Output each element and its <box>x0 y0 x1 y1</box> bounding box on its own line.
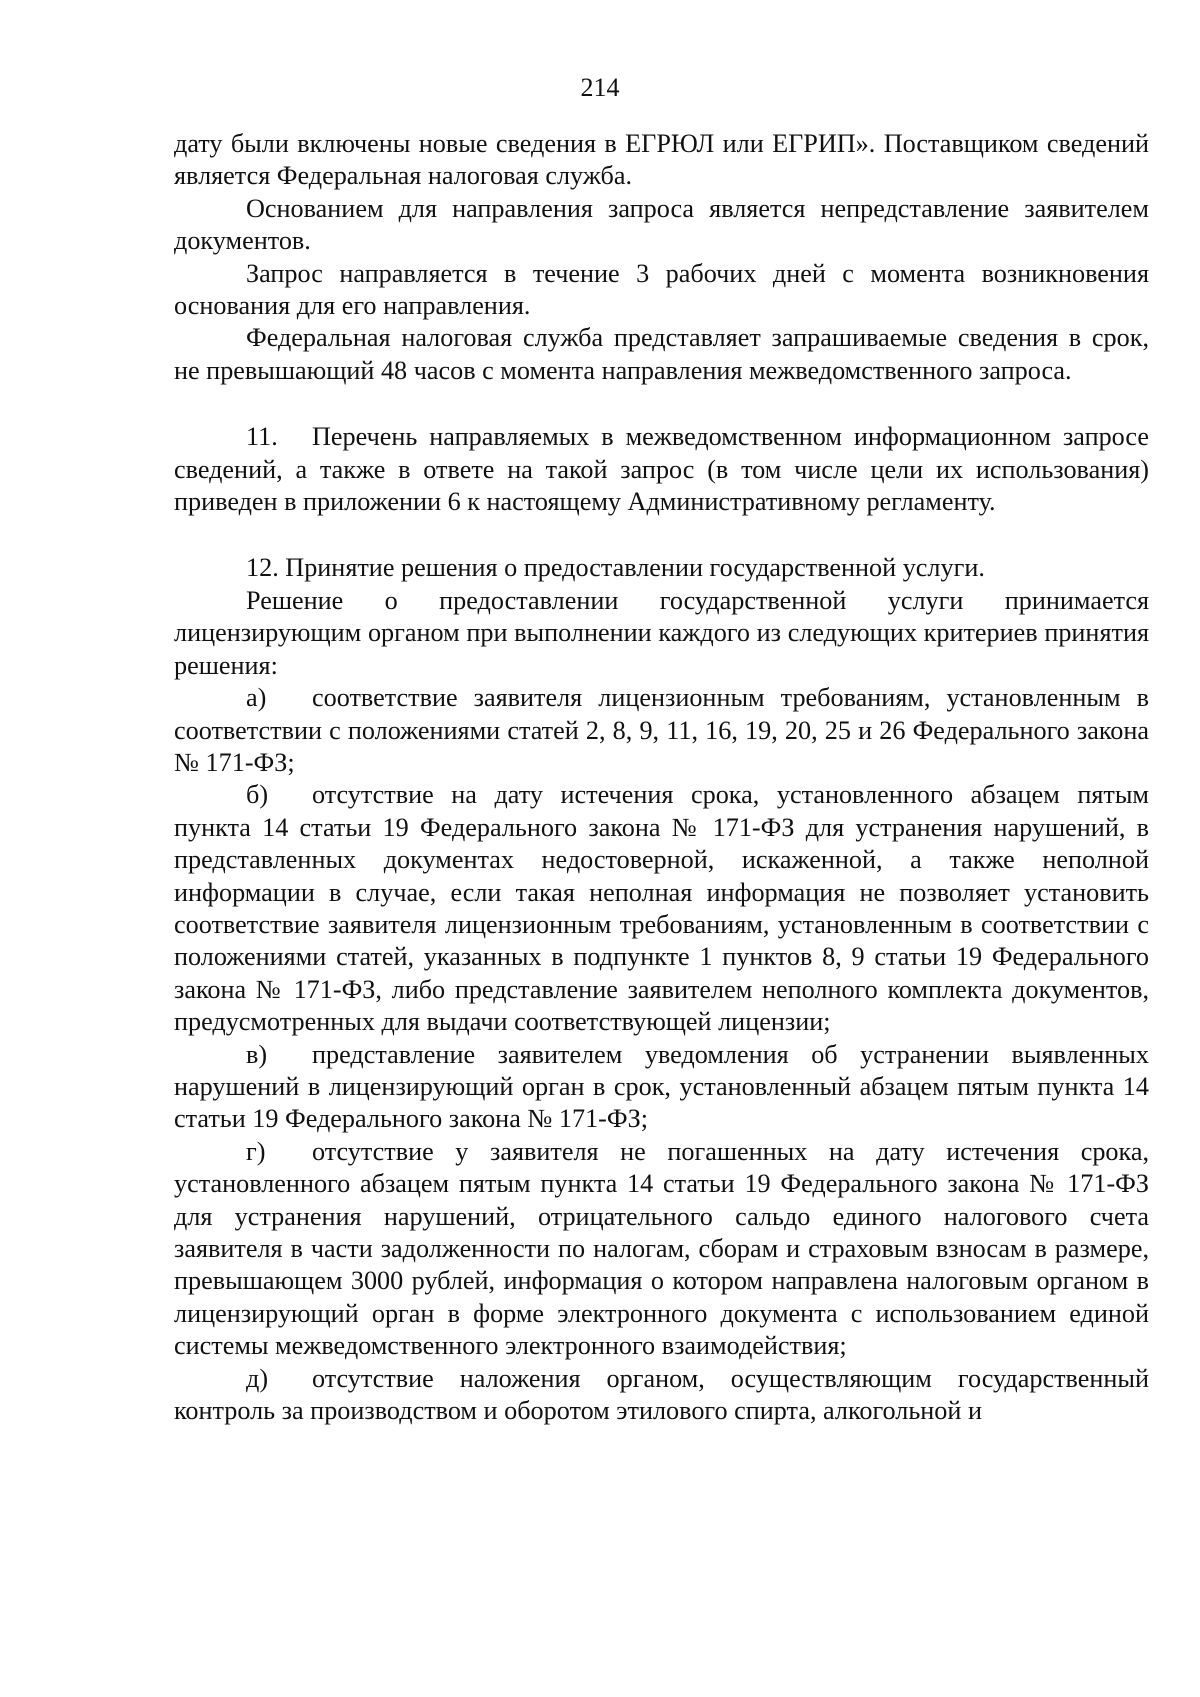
section-item-12 <box>174 552 1149 1427</box>
list-marker: в) <box>246 1039 268 1069</box>
list-marker: а) <box>246 683 267 713</box>
list-item-text: представление заявителем уведомления об устранении выявленных нарушений в лицензирующий орган в срок, установленный абзацем пятым пункта 14 статьи 19 Федерального закона № 171-ФЗ; <box>174 1039 1149 1134</box>
paragraph: Решение о предоставлении государственной услуги принимается лицензирующим органом при выполнении каждого из следующих критериев принятия решения: <box>174 585 1149 680</box>
paragraph: Запрос направляется в течение 3 рабочих дней с момента возникновения основания для его направления. <box>174 258 1149 321</box>
list-item-text: отсутствие на дату истечения срока, установленного абзацем пятым пункта 14 статьи 19 Федерального закона № 171-ФЗ для устранения нарушений, в представленных документах недостоверной, искаженной, а также неполной информации в случае, если такая неполная информация не позволяет установить соответствие заявителя лицензионным требованиям, установленным в соответствии с положениями статей, указанных в подпункте 1 пунктов 8, 9 статьи 19 Федерального закона № 171-ФЗ, либо представление заявителем неполного комплекта документов, предусмотренных для выдачи соответствующей лицензии; <box>174 780 1149 1037</box>
list-item <box>174 682 1149 779</box>
section-egrul-request <box>174 128 1149 387</box>
paragraph: Федеральная налоговая служба представляет запрашиваемые сведения в срок, не превышающий 48 часов с момента направления межведомственного запроса. <box>174 323 1149 385</box>
paragraph: дату были включены новые сведения в ЕГРЮЛ или ЕГРИП». Поставщиком сведений является Федеральная налоговая служба. <box>174 129 1149 191</box>
list-item-text: отсутствие у заявителя не погашенных на дату истечения срока, установленного абзацем пятым пункта 14 статьи 19 Федерального закона № 171-ФЗ для устранения нарушений, отрицательного сальдо единого налогового счета заявителя в части задолженности по налогам, сборам и страховым взносам в размере, превышающем 3000 рублей, информация о котором направлена налоговым органом в лицензирующий орган в форме электронного документа с использованием единой системы межведомственного электронного взаимодействия; <box>174 1136 1149 1361</box>
list-marker: б) <box>246 780 269 810</box>
paragraph-text: Перечень направляемых в межведомственном информационном запросе сведений, а также в ответе на такой запрос (в том числе цели их использования) приведен в приложении 6 к настоящему Административному регламенту. <box>174 422 1149 517</box>
numbered-paragraph <box>174 421 1149 518</box>
list-marker: д) <box>246 1363 269 1393</box>
paragraph-number: 11. <box>246 422 278 452</box>
list-item <box>174 1039 1149 1136</box>
section-heading: 12. Принятие решения о предоставлении государственной услуги. <box>246 553 985 583</box>
section-item-11 <box>174 421 1149 518</box>
list-item <box>174 1136 1149 1363</box>
list-marker: г) <box>246 1136 266 1166</box>
list-item <box>174 1363 1149 1428</box>
page-number: 214 <box>580 73 620 102</box>
list-item-text: отсутствие наложения органом, осуществляющим государственный контроль за производством и оборотом этилового спирта, алкогольной и <box>174 1363 1149 1426</box>
document-body <box>174 128 1149 1427</box>
paragraph: Основанием для направления запроса является непредставление заявителем документов. <box>174 193 1149 256</box>
list-item <box>174 779 1149 1038</box>
list-item-text: соответствие заявителя лицензионным требованиям, установленным в соответствии с положениями статей 2, 8, 9, 11, 16, 19, 20, 25 и 26 Федерального закона № 171-ФЗ; <box>174 683 1149 777</box>
